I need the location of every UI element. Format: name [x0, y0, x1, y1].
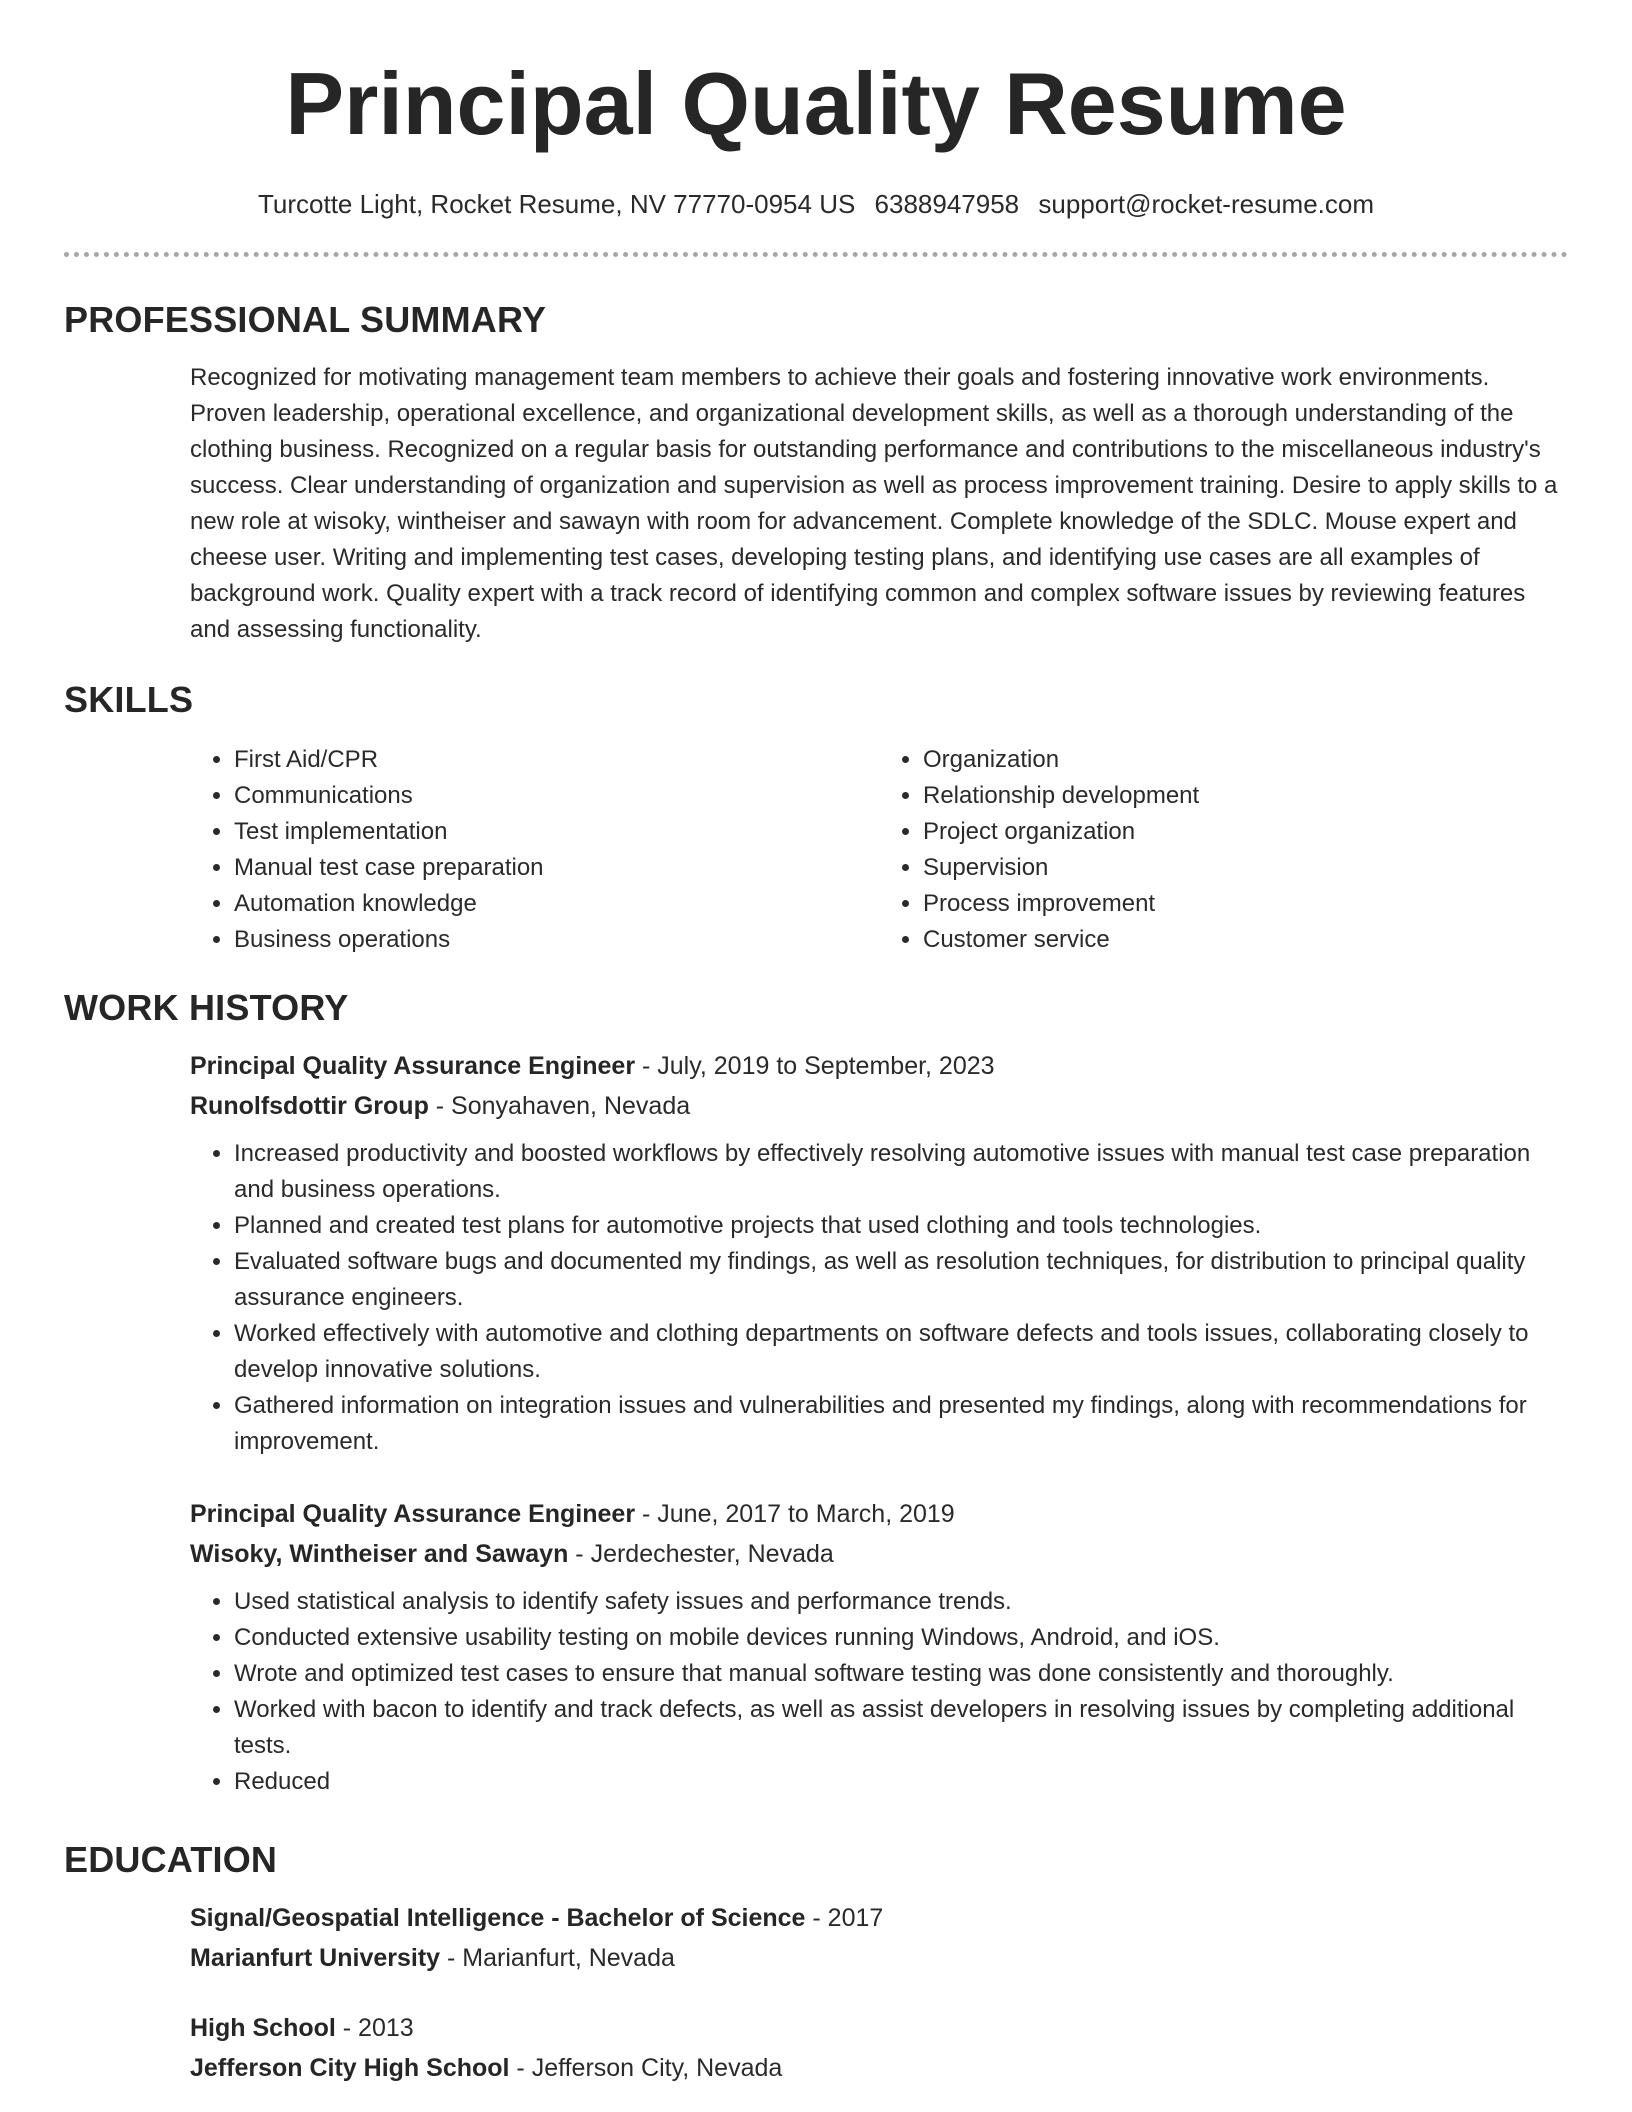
- skill-item: • Automation knowledge: [234, 886, 879, 922]
- education-section: [64, 1836, 1568, 2088]
- skill-item: • Test implementation: [234, 814, 879, 850]
- header-divider: [64, 252, 1568, 257]
- skill-item: • Process improvement: [923, 886, 1568, 922]
- education-degree: High School: [190, 2014, 336, 2042]
- job-bullets: [190, 1136, 1568, 1460]
- job-title-line: [190, 1046, 1568, 1086]
- job-location: - Jerdechester, Nevada: [568, 1540, 834, 1568]
- education-year: - 2013: [335, 2014, 414, 2042]
- education-degree-line: [190, 2008, 1568, 2048]
- job-company: Runolfsdottir Group: [190, 1092, 429, 1120]
- job-dates: - June, 2017 to March, 2019: [635, 1500, 955, 1528]
- job-bullet: • Planned and created test plans for automotive projects that used clothing and tools technologies.: [234, 1208, 1568, 1244]
- job-title-line: [190, 1494, 1568, 1534]
- skill-item: • First Aid/CPR: [234, 742, 879, 778]
- education-entry: [190, 1898, 1568, 1978]
- education-entry: [190, 2008, 1568, 2088]
- education-school-line: [190, 1938, 1568, 1978]
- job-role: Principal Quality Assurance Engineer: [190, 1052, 636, 1080]
- skills-list-left: [190, 742, 879, 958]
- job-entry: [190, 1494, 1568, 1800]
- education-school-line: [190, 2048, 1568, 2088]
- job-role: Principal Quality Assurance Engineer: [190, 1500, 636, 1528]
- education-year: - 2017: [805, 1904, 884, 1932]
- contact-email: support@rocket-resume.com: [1038, 189, 1375, 219]
- contact-phone: 6388947958: [874, 189, 1020, 219]
- education-heading: EDUCATION: [64, 1839, 278, 1880]
- job-bullet: • Conducted extensive usability testing on mobile devices running Windows, Android, and iOS.: [234, 1620, 1568, 1656]
- skills-section: [64, 676, 1568, 958]
- job-bullet: • Evaluated software bugs and documented my findings, as well as resolution techniques, for distribution to principal quality assurance engineers.: [234, 1244, 1568, 1316]
- skill-item: • Customer service: [923, 922, 1568, 958]
- contact-address: Turcotte Light, Rocket Resume, NV 77770-0954 US: [257, 189, 856, 219]
- job-company-line: [190, 1086, 1568, 1126]
- skills-columns: [190, 742, 1568, 958]
- job-bullet: • Reduced: [234, 1764, 1568, 1800]
- job-bullets: [190, 1584, 1568, 1800]
- summary-text: Recognized for motivating management team members to achieve their goals and fostering innovative work environments. Proven leadership, operational excellence, and organizational development skills, as well as a thorough understanding of the clothing business. Recognized on a regular basis for outstanding performance and contributions to the miscellaneous industry's success. Clear understanding of organization and supervision as well as process improvement training. Desire to apply skills to a new role at wisoky, wintheiser and sawayn with room for advancement. Complete knowledge of the SDLC. Mouse expert and cheese user. Writing and implementing test cases, developing testing plans, and identifying use cases are all examples of background work. Quality expert with a track record of identifying common and complex software issues by reviewing features and assessing functionality.: [190, 364, 1558, 643]
- work-history-heading: WORK HISTORY: [64, 987, 349, 1028]
- skill-item: • Supervision: [923, 850, 1568, 886]
- job-location: - Sonyahaven, Nevada: [428, 1092, 691, 1120]
- job-bullet: • Used statistical analysis to identify safety issues and performance trends.: [234, 1584, 1568, 1620]
- job-entry: [190, 1046, 1568, 1460]
- skill-item: • Project organization: [923, 814, 1568, 850]
- skill-item: • Communications: [234, 778, 879, 814]
- job-bullet: • Worked with bacon to identify and track defects, as well as assist developers in resolving issues by completing additional tests.: [234, 1692, 1568, 1764]
- summary-section: [64, 296, 1568, 648]
- skill-item: • Relationship development: [923, 778, 1568, 814]
- job-company: Wisoky, Wintheiser and Sawayn: [190, 1540, 569, 1568]
- skill-item: • Manual test case preparation: [234, 850, 879, 886]
- education-location: - Jefferson City, Nevada: [509, 2054, 783, 2082]
- job-bullet: • Worked effectively with automotive and clothing departments on software defects and tools issues, collaborating closely to develop innovative solutions.: [234, 1316, 1568, 1388]
- skills-list-right: [879, 742, 1568, 958]
- skills-heading: SKILLS: [64, 679, 194, 720]
- contact-line: [64, 184, 1568, 224]
- summary-heading: PROFESSIONAL SUMMARY: [64, 299, 547, 340]
- skill-item: • Business operations: [234, 922, 879, 958]
- job-bullet: • Wrote and optimized test cases to ensure that manual software testing was done consistently and thoroughly.: [234, 1656, 1568, 1692]
- job-dates: - July, 2019 to September, 2023: [635, 1052, 995, 1080]
- education-degree-line: [190, 1898, 1568, 1938]
- job-bullet: • Gathered information on integration issues and vulnerabilities and presented my findings, along with recommendations for improvement.: [234, 1388, 1568, 1460]
- education-school: Jefferson City High School: [190, 2054, 510, 2082]
- job-company-line: [190, 1534, 1568, 1574]
- education-location: - Marianfurt, Nevada: [440, 1944, 675, 1972]
- work-history-section: [64, 984, 1568, 1800]
- skill-item: • Organization: [923, 742, 1568, 778]
- education-degree: Signal/Geospatial Intelligence - Bachelor of Science: [190, 1904, 806, 1932]
- education-school: Marianfurt University: [190, 1944, 441, 1972]
- resume-title: Principal Quality Resume: [285, 54, 1347, 153]
- job-bullet: • Increased productivity and boosted workflows by effectively resolving automotive issues with manual test case preparation and business operations.: [234, 1136, 1568, 1208]
